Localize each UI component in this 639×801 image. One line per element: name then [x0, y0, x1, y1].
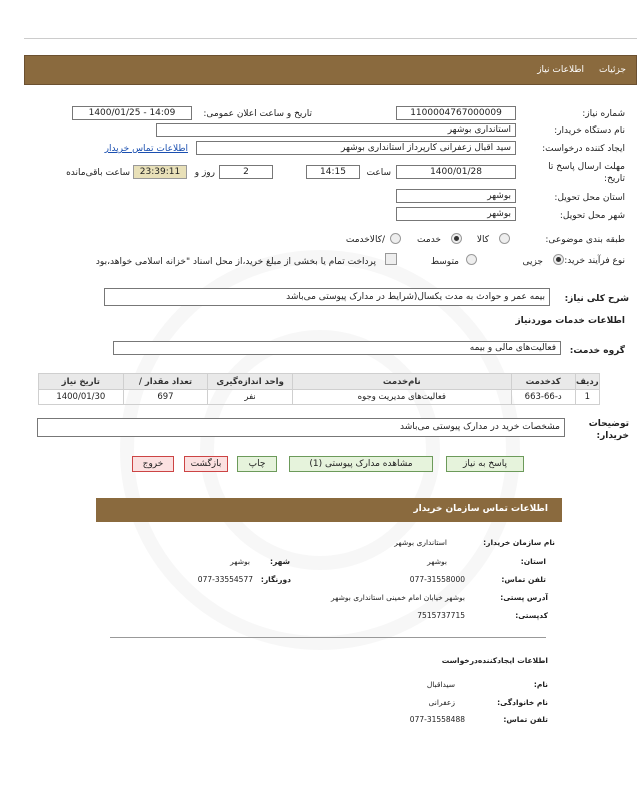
category-goods-service-radio[interactable]: [390, 233, 401, 244]
creator-phone: 077-31558488: [409, 715, 465, 724]
deadline-time-field: 14:15: [306, 165, 360, 179]
cell-date: 1400/01/30: [39, 390, 124, 405]
need-number-label: شماره نیاز:: [582, 109, 625, 119]
category-service-label: خدمت: [417, 235, 441, 245]
days-label: روز و: [194, 168, 215, 178]
category-goods-radio[interactable]: [499, 233, 510, 244]
process-label: نوع فرآیند خرید:: [564, 256, 625, 266]
province-label: استان محل تحویل:: [554, 193, 625, 203]
creator-name-label: نام:: [533, 680, 548, 689]
contact-title: اطلاعات تماس سازمان خریدار: [413, 504, 548, 514]
buyer-org-label: نام دستگاه خریدار:: [554, 126, 625, 136]
header-bar: [24, 55, 637, 85]
contact-fax-label: دورنگار:: [260, 575, 291, 584]
time-label: ساعت: [366, 168, 391, 178]
remaining-time-field: 23:39:11: [133, 165, 187, 179]
breadcrumb-details[interactable]: جزئیات: [599, 65, 626, 75]
col-name: نام‌خدمت: [292, 374, 511, 390]
services-section-title: اطلاعات خدمات موردنیاز: [515, 316, 625, 326]
contact-postal: 7515737715: [417, 611, 465, 620]
buyer-contact-link[interactable]: اطلاعات تماس خریدار: [104, 144, 188, 154]
col-qty: تعداد مقدار /: [123, 374, 208, 390]
city-label: شهر محل تحویل:: [559, 211, 625, 221]
respond-button[interactable]: پاسخ به نیاز: [446, 456, 524, 472]
summary-field: بیمه عمر و حوادث به مدت یکسال(شرایط در مدارک پیوستی می‌باشد: [104, 288, 550, 306]
cell-unit: نفر: [208, 390, 293, 405]
deadline-date-field: 1400/01/28: [396, 165, 516, 179]
contact-header-bar: [96, 498, 562, 522]
contact-divider: [110, 637, 546, 638]
summary-label: شرح کلی نیاز:: [564, 294, 629, 304]
process-minor-label: جزیی: [522, 257, 543, 267]
creator-name: سیداقبال: [426, 680, 455, 689]
process-minor-radio[interactable]: [553, 254, 564, 265]
need-number-field: 1100004767000009: [396, 106, 516, 120]
contact-province-label: استان:: [520, 557, 546, 566]
col-code: کدخدمت: [511, 374, 575, 390]
creator-family: زعفرانی: [428, 698, 455, 707]
breadcrumb-need-info[interactable]: اطلاعات نیاز: [537, 65, 584, 75]
process-medium-label: متوسط: [430, 257, 459, 267]
contact-org-label: نام سازمان خریدار:: [483, 538, 555, 547]
contact-city-label: شهر:: [270, 557, 290, 566]
cell-qty: 697: [123, 390, 208, 405]
days-field: 2: [219, 165, 273, 179]
city-field: بوشهر: [396, 207, 516, 221]
col-date: تاریخ نیاز: [39, 374, 124, 390]
announce-label: تاریخ و ساعت اعلان عمومی:: [203, 109, 312, 119]
creator-section-title: اطلاعات ایجادکننده‌درخواست: [441, 656, 548, 665]
contact-address-label: آدرس پستی:: [500, 593, 548, 602]
top-divider: [24, 38, 637, 39]
remaining-label: ساعت باقی‌مانده: [66, 168, 130, 178]
col-unit: واحد اندازه‌گیری: [208, 374, 293, 390]
contact-phone: 077-31558000: [409, 575, 465, 584]
services-table-wrap: [38, 373, 600, 405]
creator-label: ایجاد کننده درخواست:: [542, 144, 625, 154]
buyer-notes-label: توضیحات خریدار:: [588, 419, 629, 441]
creator-family-label: نام خانوادگی:: [497, 698, 548, 707]
contact-city: بوشهر: [230, 557, 250, 566]
category-label: طبقه بندی موضوعی:: [545, 235, 625, 245]
contact-postal-label: کدپستی:: [515, 611, 548, 620]
back-button[interactable]: بازگشت: [184, 456, 228, 472]
province-field: بوشهر: [396, 189, 516, 203]
exit-button[interactable]: خروج: [132, 456, 174, 472]
contact-phone-label: تلفن تماس:: [501, 575, 546, 584]
deadline-label: مهلت ارسال پاسخ تا تاریخ:: [548, 162, 625, 184]
category-goods-label: کالا: [476, 235, 489, 245]
treasury-payment-note: پرداخت تمام یا بخشی از مبلغ خرید،از محل اسناد "خزانه اسلامی خواهد،بود: [95, 257, 376, 267]
table-row: [39, 390, 600, 405]
contact-province: بوشهر: [427, 557, 447, 566]
buyer-notes-field: مشخصات خرید در مدارک پیوستی می‌باشد: [37, 418, 565, 437]
announce-field: 1400/01/25 - 14:09: [72, 106, 192, 120]
cell-row: 1: [575, 390, 599, 405]
view-attachments-button[interactable]: مشاهده مدارک پیوستی (1): [289, 456, 433, 472]
cell-name: فعالیت‌های مدیریت وجوه: [292, 390, 511, 405]
contact-fax: 077-33554577: [197, 575, 253, 584]
service-group-label: گروه خدمت:: [569, 346, 625, 356]
service-group-field: فعالیت‌های مالی و بیمه: [113, 341, 561, 355]
process-medium-radio[interactable]: [466, 254, 477, 265]
category-goods-service-label: /کالاخدمت: [345, 235, 385, 245]
cell-code: د-66-663: [511, 390, 575, 405]
treasury-payment-checkbox[interactable]: [385, 253, 397, 265]
contact-org: استانداری بوشهر: [394, 538, 447, 547]
creator-field: سید اقبال زعفرانی کارپرداز استانداری بوشهر: [196, 141, 516, 155]
buyer-org-field: استانداری بوشهر: [156, 123, 516, 137]
watermark-ring-inner: [200, 330, 440, 570]
contact-address: بوشهر خیابان امام خمینی استانداری بوشهر: [331, 593, 465, 602]
services-table: [38, 373, 600, 405]
creator-phone-label: تلفن تماس:: [503, 715, 548, 724]
category-service-radio[interactable]: [451, 233, 462, 244]
print-button[interactable]: چاپ: [237, 456, 277, 472]
col-row: ردیف: [575, 374, 599, 390]
